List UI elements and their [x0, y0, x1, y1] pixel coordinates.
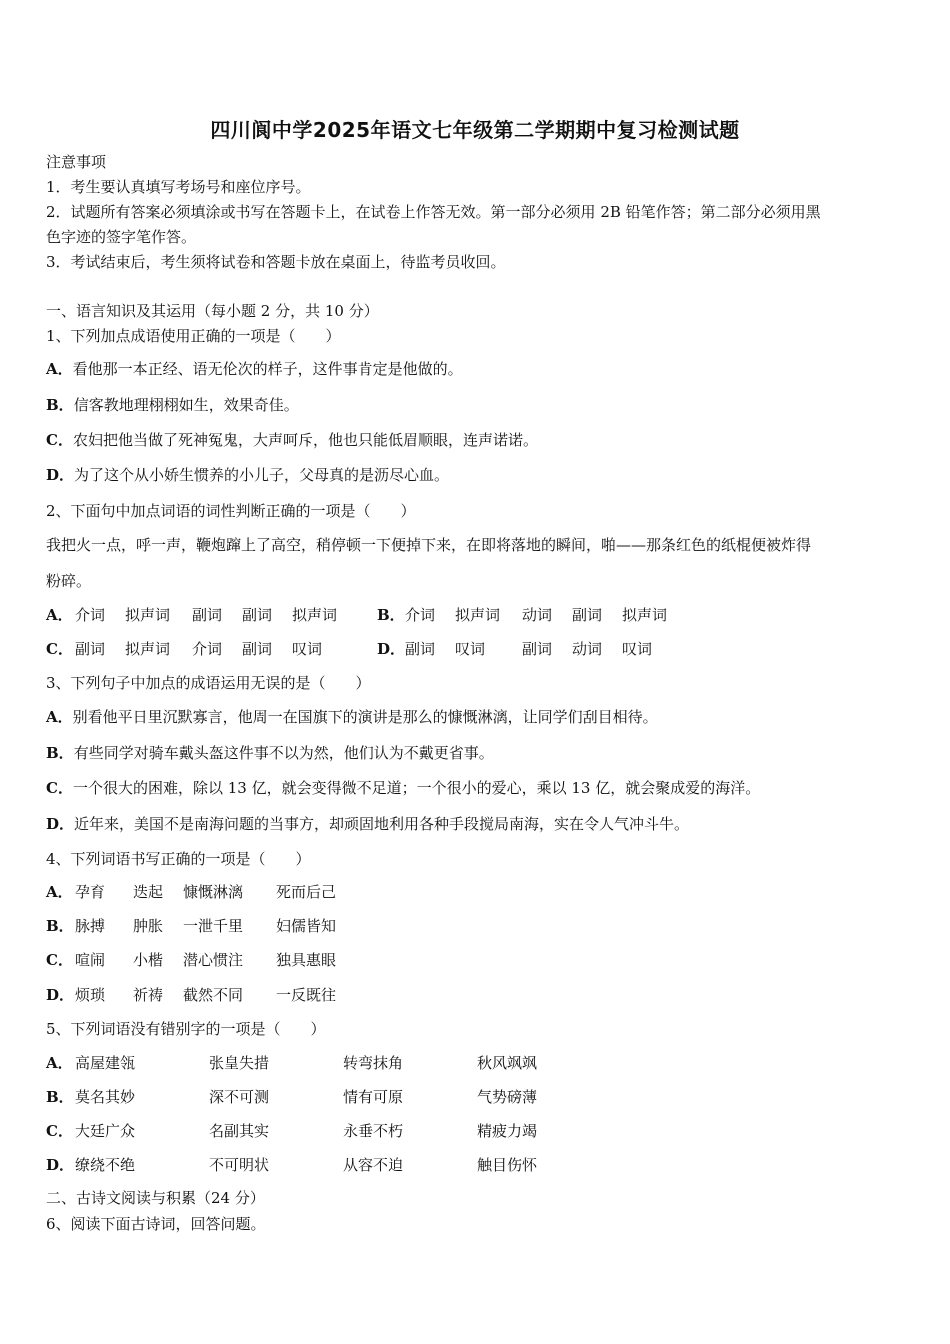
- question-stem: 3、下列句子中加点的成语运用无误的是（ ）: [46, 674, 371, 692]
- option-label: B．: [46, 744, 74, 762]
- notice-item: 2．试题所有答案必须填涂或书写在答题卡上，在试卷上作答无效。第一部分必须用 2B 铅笔作答；第二部分必须用黑: [46, 203, 821, 221]
- option-word: 深不可测: [209, 1088, 270, 1106]
- option-word: 动词: [522, 606, 553, 624]
- option-label: D．: [377, 640, 406, 658]
- option-word: 妇儒皆知: [276, 917, 337, 935]
- option-label: C．: [46, 431, 73, 449]
- option-text: 农妇把他当做了死神冤鬼，大声呵斥，他也只能低眉顺眼，连声诺诺。: [72, 431, 538, 449]
- option-word: 副词: [192, 606, 223, 624]
- option-label: C．: [46, 640, 73, 658]
- option-label: C．: [46, 779, 73, 797]
- option-word: 烦琐: [75, 986, 106, 1004]
- option-word: 秋风飒飒: [477, 1054, 538, 1072]
- option-row: [46, 778, 760, 798]
- option-text: 近年来，美国不是南海问题的当事方，却顽固地利用各种手段搅局南海，实在令人气冲斗牛。: [74, 815, 690, 833]
- page-title: 四川阆中学2025年语文七年级第二学期期中复习检测试题: [210, 118, 740, 142]
- option-word: 永垂不朽: [343, 1122, 404, 1140]
- option-label: C．: [46, 1122, 73, 1140]
- option-text: 看他那一本正经、语无伦次的样子，这件事肯定是他做的。: [72, 360, 463, 378]
- option-label: A．: [46, 360, 73, 378]
- option-word: 截然不同: [183, 986, 244, 1004]
- option-word: 潜心惯注: [183, 951, 244, 969]
- option-word: 高屋建瓴: [75, 1054, 136, 1072]
- option-word: 死而后己: [276, 883, 337, 901]
- option-row: [46, 743, 494, 763]
- option-word: 喧闹: [75, 951, 106, 969]
- question-stem: 5、下列词语没有错别字的一项是（ ）: [46, 1020, 326, 1038]
- option-word: 祈祷: [133, 986, 164, 1004]
- option-text: 别看他平日里沉默寡言，他周一在国旗下的演讲是那么的慷慨淋漓，让同学们刮目相待。: [72, 708, 658, 726]
- question-sentence: 我把火一点，呼一声，鞭炮蹿上了高空，稍停顿一下便掉下来，在即将落地的瞬间，啪——那条红色的纸棍便被炸得: [46, 536, 812, 554]
- option-row: [46, 814, 689, 834]
- option-word: 孕育: [75, 883, 106, 901]
- option-word: 副词: [522, 640, 553, 658]
- option-word: 叹词: [622, 640, 653, 658]
- option-row: [46, 465, 449, 485]
- option-word: 脉搏: [75, 917, 106, 935]
- option-word: 一泄千里: [183, 917, 244, 935]
- option-word: 小楷: [133, 951, 164, 969]
- option-word: 一反既往: [276, 986, 337, 1004]
- option-word: 不可明状: [209, 1156, 270, 1174]
- option-row: [46, 430, 538, 450]
- option-word: 介词: [405, 606, 436, 624]
- option-word: 触目伤怀: [477, 1156, 538, 1174]
- option-word: 精疲力竭: [477, 1122, 538, 1140]
- option-word: 独具惠眼: [276, 951, 337, 969]
- option-label: C．: [46, 951, 73, 969]
- option-word: 名副其实: [209, 1122, 270, 1140]
- option-row: [46, 359, 463, 379]
- notice-item: 1．考生要认真填写考场号和座位序号。: [46, 178, 311, 196]
- question-stem: 1、下列加点成语使用正确的一项是（ ）: [46, 327, 341, 345]
- option-label: D．: [46, 815, 75, 833]
- option-label: A．: [46, 1054, 73, 1072]
- option-word: 拟声词: [125, 606, 171, 624]
- option-word: 叹词: [455, 640, 486, 658]
- option-word: 介词: [75, 606, 106, 624]
- notice-item: 色字迹的签字笔作答。: [46, 228, 197, 246]
- option-word: 副词: [572, 606, 603, 624]
- option-word: 慷慨淋漓: [183, 883, 244, 901]
- option-word: 副词: [405, 640, 436, 658]
- option-label: D．: [46, 986, 75, 1004]
- option-label: B．: [46, 396, 74, 414]
- option-word: 莫名其妙: [75, 1088, 136, 1106]
- notice-item: 3．考试结束后，考生须将试卷和答题卡放在桌面上，待监考员收回。: [46, 253, 506, 271]
- question-stem: 6、阅读下面古诗词，回答问题。: [46, 1215, 266, 1233]
- option-label: A．: [46, 708, 73, 726]
- option-word: 叹词: [292, 640, 323, 658]
- option-label: A．: [46, 606, 73, 624]
- option-label: B．: [46, 1088, 74, 1106]
- notice-heading: 注意事项: [46, 153, 107, 171]
- option-label: A．: [46, 883, 73, 901]
- option-word: 拟声词: [622, 606, 668, 624]
- option-label: D．: [46, 1156, 75, 1174]
- option-word: 气势磅薄: [477, 1088, 538, 1106]
- option-word: 动词: [572, 640, 603, 658]
- option-row: [46, 395, 299, 415]
- option-word: 拟声词: [292, 606, 338, 624]
- option-word: 大廷广众: [75, 1122, 136, 1140]
- option-row: [46, 707, 658, 727]
- option-text: 有些同学对骑车戴头盔这件事不以为然，他们认为不戴更省事。: [73, 744, 494, 762]
- option-text: 信客教地理栩栩如生，效果奇佳。: [73, 396, 299, 414]
- option-word: 副词: [242, 606, 273, 624]
- option-word: 迭起: [133, 883, 164, 901]
- question-stem: 4、下列词语书写正确的一项是（ ）: [46, 850, 311, 868]
- option-word: 介词: [192, 640, 223, 658]
- option-word: 肿胀: [133, 917, 164, 935]
- option-label: B．: [46, 917, 74, 935]
- option-text: 一个很大的困难，除以 13 亿，就会变得微不足道；一个很小的爱心，乘以 13 亿，就会聚成爱的海洋。: [72, 779, 761, 797]
- option-word: 张皇失措: [209, 1054, 270, 1072]
- question-stem: 2、下面句中加点词语的词性判断正确的一项是（ ）: [46, 502, 416, 520]
- option-text: 为了这个从小娇生惯养的小儿子，父母真的是沥尽心血。: [74, 466, 450, 484]
- option-word: 缭绕不绝: [75, 1156, 136, 1174]
- option-word: 拟声词: [125, 640, 171, 658]
- option-label: B．: [377, 606, 405, 624]
- option-word: 情有可原: [343, 1088, 404, 1106]
- option-word: 副词: [242, 640, 273, 658]
- section-heading: 二、古诗文阅读与积累（24 分）: [46, 1189, 265, 1207]
- section-heading: 一、语言知识及其运用（每小题 2 分，共 10 分）: [46, 302, 379, 320]
- option-word: 副词: [75, 640, 106, 658]
- option-word: 转弯抹角: [343, 1054, 404, 1072]
- option-label: D．: [46, 466, 75, 484]
- option-word: 从容不迫: [343, 1156, 404, 1174]
- question-sentence: 粉碎。: [46, 572, 92, 590]
- option-word: 拟声词: [455, 606, 501, 624]
